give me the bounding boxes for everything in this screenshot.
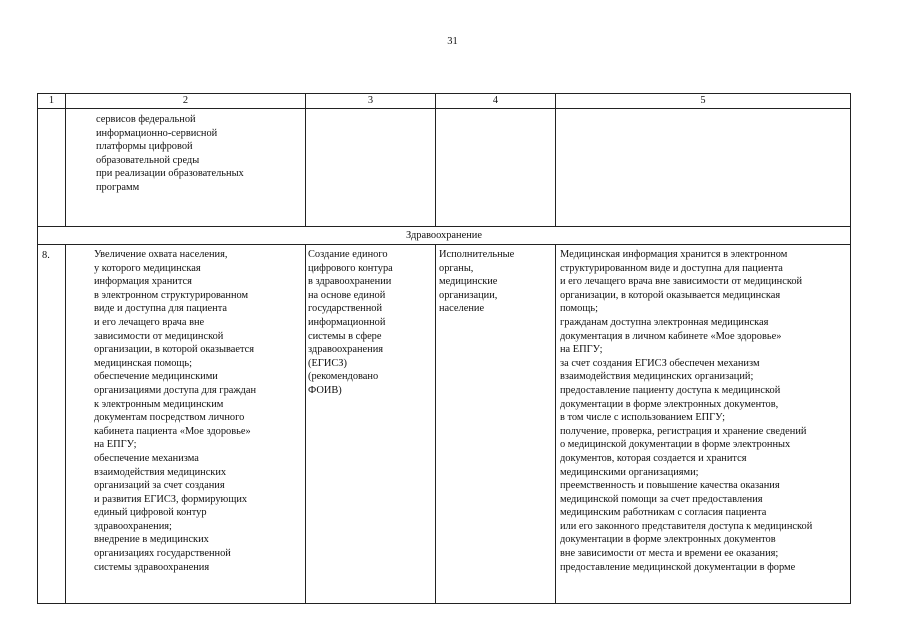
text-line: зависимости от медицинской — [94, 330, 224, 342]
text-line: программ — [96, 181, 140, 193]
text-line: документация в личном кабинете «Мое здоровье» — [560, 330, 782, 342]
text-line: организациях государственной — [94, 548, 231, 560]
text-line: население — [439, 303, 485, 315]
text-line: документам посредством личного — [94, 412, 245, 424]
text-line: (ЕГИСЗ) — [308, 357, 347, 369]
text-line: сервисов федеральной — [96, 114, 196, 125]
text-line: на ЕПГУ; — [94, 439, 137, 451]
text-line: к электронным медицинским — [94, 398, 224, 410]
text-line: цифрового контура — [308, 262, 393, 274]
text-line: кабинета пациента «Мое здоровье» — [94, 425, 251, 437]
text-line: информация хранится — [94, 276, 192, 288]
text-line: организациями доступа для граждан — [94, 384, 257, 396]
continuation-col-1 — [38, 109, 66, 227]
text-line: государственной — [308, 303, 383, 315]
continuation-col-5 — [556, 109, 851, 227]
text-line: получение, проверка, регистрация и хранение сведений — [560, 425, 807, 437]
text-line: системы здравоохранения — [94, 561, 210, 573]
text-line: Медицинская информация хранится в электронном — [560, 249, 788, 260]
header-col-5: 5 — [556, 94, 851, 109]
text-line: документации в форме электронных документов — [560, 534, 776, 546]
text-line: информационной — [308, 316, 386, 328]
text-line: платформы цифровой — [96, 141, 193, 153]
text-line: Увеличение охвата населения, — [94, 249, 228, 260]
text-line: и его лечащего врача вне — [94, 316, 205, 328]
header-row — [38, 94, 851, 109]
text-line: структурированном виде и доступна для пациента — [560, 262, 783, 274]
text-line: образовательной среды — [96, 154, 200, 166]
header-col-4: 4 — [436, 94, 556, 109]
text-line: Создание единого — [308, 249, 388, 260]
continuation-col-4 — [436, 109, 556, 227]
table-row — [38, 245, 851, 604]
text-line: предоставление пациенту доступа к медицинской — [560, 384, 781, 396]
executors-cell — [436, 245, 556, 604]
indicator-cell — [66, 245, 306, 604]
row-number — [38, 245, 66, 604]
text-line: на ЕПГУ; — [560, 344, 603, 356]
text-line: документов, которая создается и хранится — [560, 452, 747, 464]
text-line: взаимодействия медицинских организаций; — [560, 371, 754, 383]
text-line: организации, в которой оказывается медицинская — [560, 289, 781, 301]
page-number: 31 — [447, 36, 458, 47]
section-row — [38, 227, 851, 245]
text-line: взаимодействия медицинских — [94, 466, 227, 478]
text-line: о медицинской документации в форме электронных — [560, 439, 791, 451]
row-number-text: 8. — [42, 250, 50, 261]
text-line: за счет создания ЕГИСЗ обеспечен механизм — [560, 357, 760, 369]
text-line: при реализации образовательных — [96, 168, 244, 180]
text-line: единый цифровой контур — [94, 507, 207, 519]
text-line: системы в сфере — [308, 330, 382, 342]
text-line: или его законного представителя доступа к медицинской — [560, 520, 813, 532]
text-line: организации, — [439, 289, 498, 301]
text-line: предоставление медицинской документации в форме — [560, 561, 796, 573]
text-line: медицинские — [439, 276, 498, 288]
continuation-col-2 — [66, 109, 306, 227]
continuation-col-3 — [306, 109, 436, 227]
results-cell — [556, 245, 851, 604]
text-line: организации, в которой оказывается — [94, 344, 255, 356]
text-line: помощь; — [560, 303, 598, 315]
text-line: и развития ЕГИСЗ, формирующих — [94, 493, 248, 505]
text-line: информационно-сервисной — [96, 127, 218, 139]
text-line: виде и доступна для пациента — [94, 303, 227, 315]
text-line: медицинская помощь; — [94, 357, 193, 369]
section-title: Здравоохранение — [38, 227, 851, 245]
text-line: документации в форме электронных документов, — [560, 398, 779, 410]
header-col-1: 1 — [38, 94, 66, 109]
text-line: (рекомендовано — [308, 371, 379, 383]
text-line: у которого медицинская — [94, 262, 201, 274]
text-line: Исполнительные — [439, 249, 515, 260]
text-line: обеспечение механизма — [94, 452, 199, 464]
text-line: медицинским работникам с согласия пациента — [560, 507, 767, 519]
text-line: гражданам доступна электронная медицинская — [560, 316, 769, 328]
text-line: медицинскими организациями; — [560, 466, 699, 478]
text-line: здравоохранения; — [94, 520, 172, 532]
text-line: преемственность и повышение качества оказания — [560, 480, 780, 492]
text-line: здравоохранения — [308, 344, 384, 356]
text-line: медицинской помощи за счет предоставления — [560, 493, 763, 505]
text-line: обеспечение медицинскими — [94, 371, 218, 383]
text-line: в здравоохранении — [308, 276, 392, 288]
continuation-row — [38, 109, 851, 227]
text-line: вне зависимости от места и времени ее оказания; — [560, 548, 779, 560]
header-col-3: 3 — [306, 94, 436, 109]
text-line: ФОИВ) — [308, 384, 342, 396]
project-cell — [306, 245, 436, 604]
text-line: на основе единой — [308, 289, 386, 301]
text-line: в электронном структурированном — [94, 289, 249, 301]
header-col-2: 2 — [66, 94, 306, 109]
text-line: органы, — [439, 262, 474, 274]
document-table — [37, 93, 851, 604]
text-line: и его лечащего врача вне зависимости от медицинской — [560, 276, 803, 288]
text-line: внедрение в медицинских — [94, 534, 209, 546]
text-line: организаций за счет создания — [94, 480, 225, 492]
text-line: в том числе с использованием ЕПГУ; — [560, 412, 726, 424]
